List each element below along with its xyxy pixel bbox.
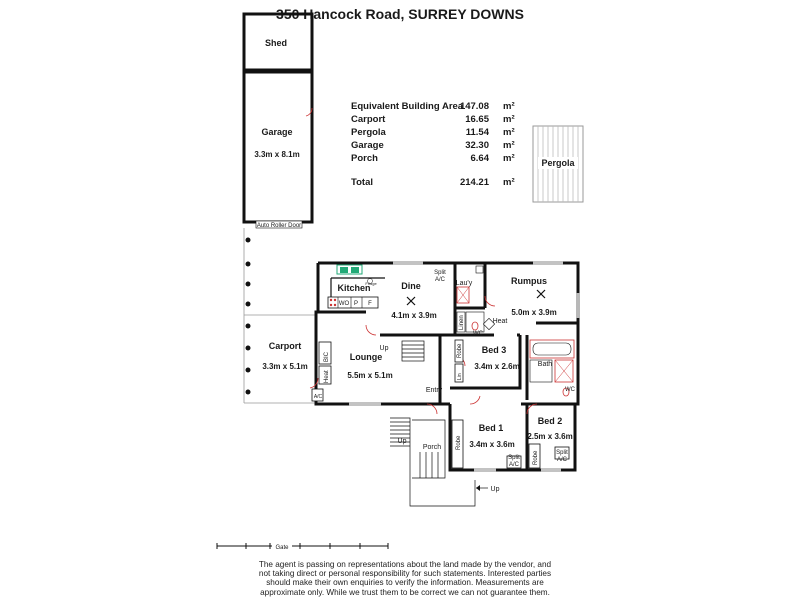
ac-label: A/C xyxy=(434,277,446,283)
heat-label: Heat xyxy=(324,370,330,383)
carport-dimensions: 3.3m x 5.1m xyxy=(262,362,308,371)
disclaimer-text: The agent is passing on representations about the land made by the vendor, and not taking direct or personal responsibility for such statements. Interested parties should make their own enquiries to verify the information. Measurements are approximate only. While we trust them to be correct we can not guarantee them. xyxy=(258,560,552,597)
garage-label: Garage xyxy=(261,127,293,137)
rumpus-label: Rumpus xyxy=(511,276,547,286)
area-value: 16.65 xyxy=(465,114,489,125)
shed-label: Shed xyxy=(264,38,288,48)
ac-unit-label: A/C xyxy=(313,394,323,400)
gate-label: Gate xyxy=(275,545,289,551)
area-label: Garage xyxy=(351,140,384,151)
split-ac-label: Split xyxy=(556,450,568,456)
up-label: Up xyxy=(397,438,407,445)
garage xyxy=(244,72,312,229)
area-unit: m² xyxy=(503,114,515,125)
ac-label: A/C xyxy=(556,457,568,463)
pergola-area xyxy=(533,126,583,202)
area-label: Carport xyxy=(351,114,386,125)
ceiling-fan-icon xyxy=(407,290,545,305)
linen-label: Lin xyxy=(457,373,463,380)
bath-label: Bath xyxy=(537,361,553,368)
wall-oven-label: WO xyxy=(338,301,350,307)
split-ac-label: Split xyxy=(434,270,446,276)
dine-label: Dine xyxy=(401,281,421,291)
area-value: 6.64 xyxy=(470,153,489,164)
area-label: Pergola xyxy=(351,127,386,138)
area-unit: m² xyxy=(503,140,515,151)
roller-door-label: Auto Roller Door xyxy=(256,223,302,229)
bed1-dimensions: 3.4m x 3.6m xyxy=(469,440,515,449)
bed1-label: Bed 1 xyxy=(478,423,504,433)
robe-label: Robe xyxy=(533,450,539,465)
up-label: Up xyxy=(490,486,500,493)
carport-label: Carport xyxy=(268,341,302,351)
porch-label: Porch xyxy=(422,444,442,451)
shed xyxy=(244,14,312,70)
area-value: 11.54 xyxy=(465,127,489,138)
robe-label: Robe xyxy=(456,435,462,450)
lounge-dimensions: 5.5m x 5.1m xyxy=(347,371,393,380)
laundry-fixtures xyxy=(457,266,495,332)
area-value: 32.30 xyxy=(465,140,489,151)
linen-label: Linen xyxy=(459,315,465,330)
entry-label: Entry xyxy=(425,387,443,394)
dine-dimensions: 4.1m x 3.9m xyxy=(391,311,437,320)
bed3-dimensions: 3.4m x 2.6m xyxy=(474,362,520,371)
area-label: Porch xyxy=(351,153,378,164)
heat-label: Heat xyxy=(492,318,508,325)
wc-label: WC xyxy=(565,387,575,393)
total-value: 214.21 xyxy=(459,177,489,188)
rumpus-dimensions: 5.0m x 3.9m xyxy=(511,308,557,317)
total-unit: m² xyxy=(503,177,515,188)
carport xyxy=(244,228,316,403)
fridge-space-label: F xyxy=(368,301,372,307)
garage-dimensions: 3.3m x 8.1m xyxy=(254,150,300,159)
lounge-label: Lounge xyxy=(349,352,383,362)
ac-label: A/C xyxy=(508,462,520,468)
split-ac-label: Split xyxy=(508,455,520,461)
area-value: 147.08 xyxy=(459,101,489,112)
bed3-label: Bed 3 xyxy=(481,345,507,355)
area-label: Equivalent Building Area xyxy=(351,101,464,112)
fridge-label: Fridge xyxy=(365,281,377,286)
bic-label: BIC xyxy=(324,351,330,362)
area-unit: m² xyxy=(503,153,515,164)
area-unit: m² xyxy=(503,127,515,138)
property-address: 350 Hancock Road, SURREY DOWNS xyxy=(276,6,524,22)
pergola-label: Pergola xyxy=(541,158,575,168)
gate-line xyxy=(217,543,388,551)
pantry-label: P xyxy=(353,301,359,307)
area-unit: m² xyxy=(503,101,515,112)
wc-label: WC xyxy=(473,331,483,337)
total-label: Total xyxy=(351,177,373,188)
kitchen-label: Kitchen xyxy=(337,283,371,293)
bed2-dimensions: 2.5m x 3.6m xyxy=(527,432,573,441)
robe-label: Robe xyxy=(457,343,463,358)
up-label: Up xyxy=(379,345,389,352)
laundry-label: Lau'y xyxy=(455,280,473,287)
bed2-label: Bed 2 xyxy=(537,416,563,426)
